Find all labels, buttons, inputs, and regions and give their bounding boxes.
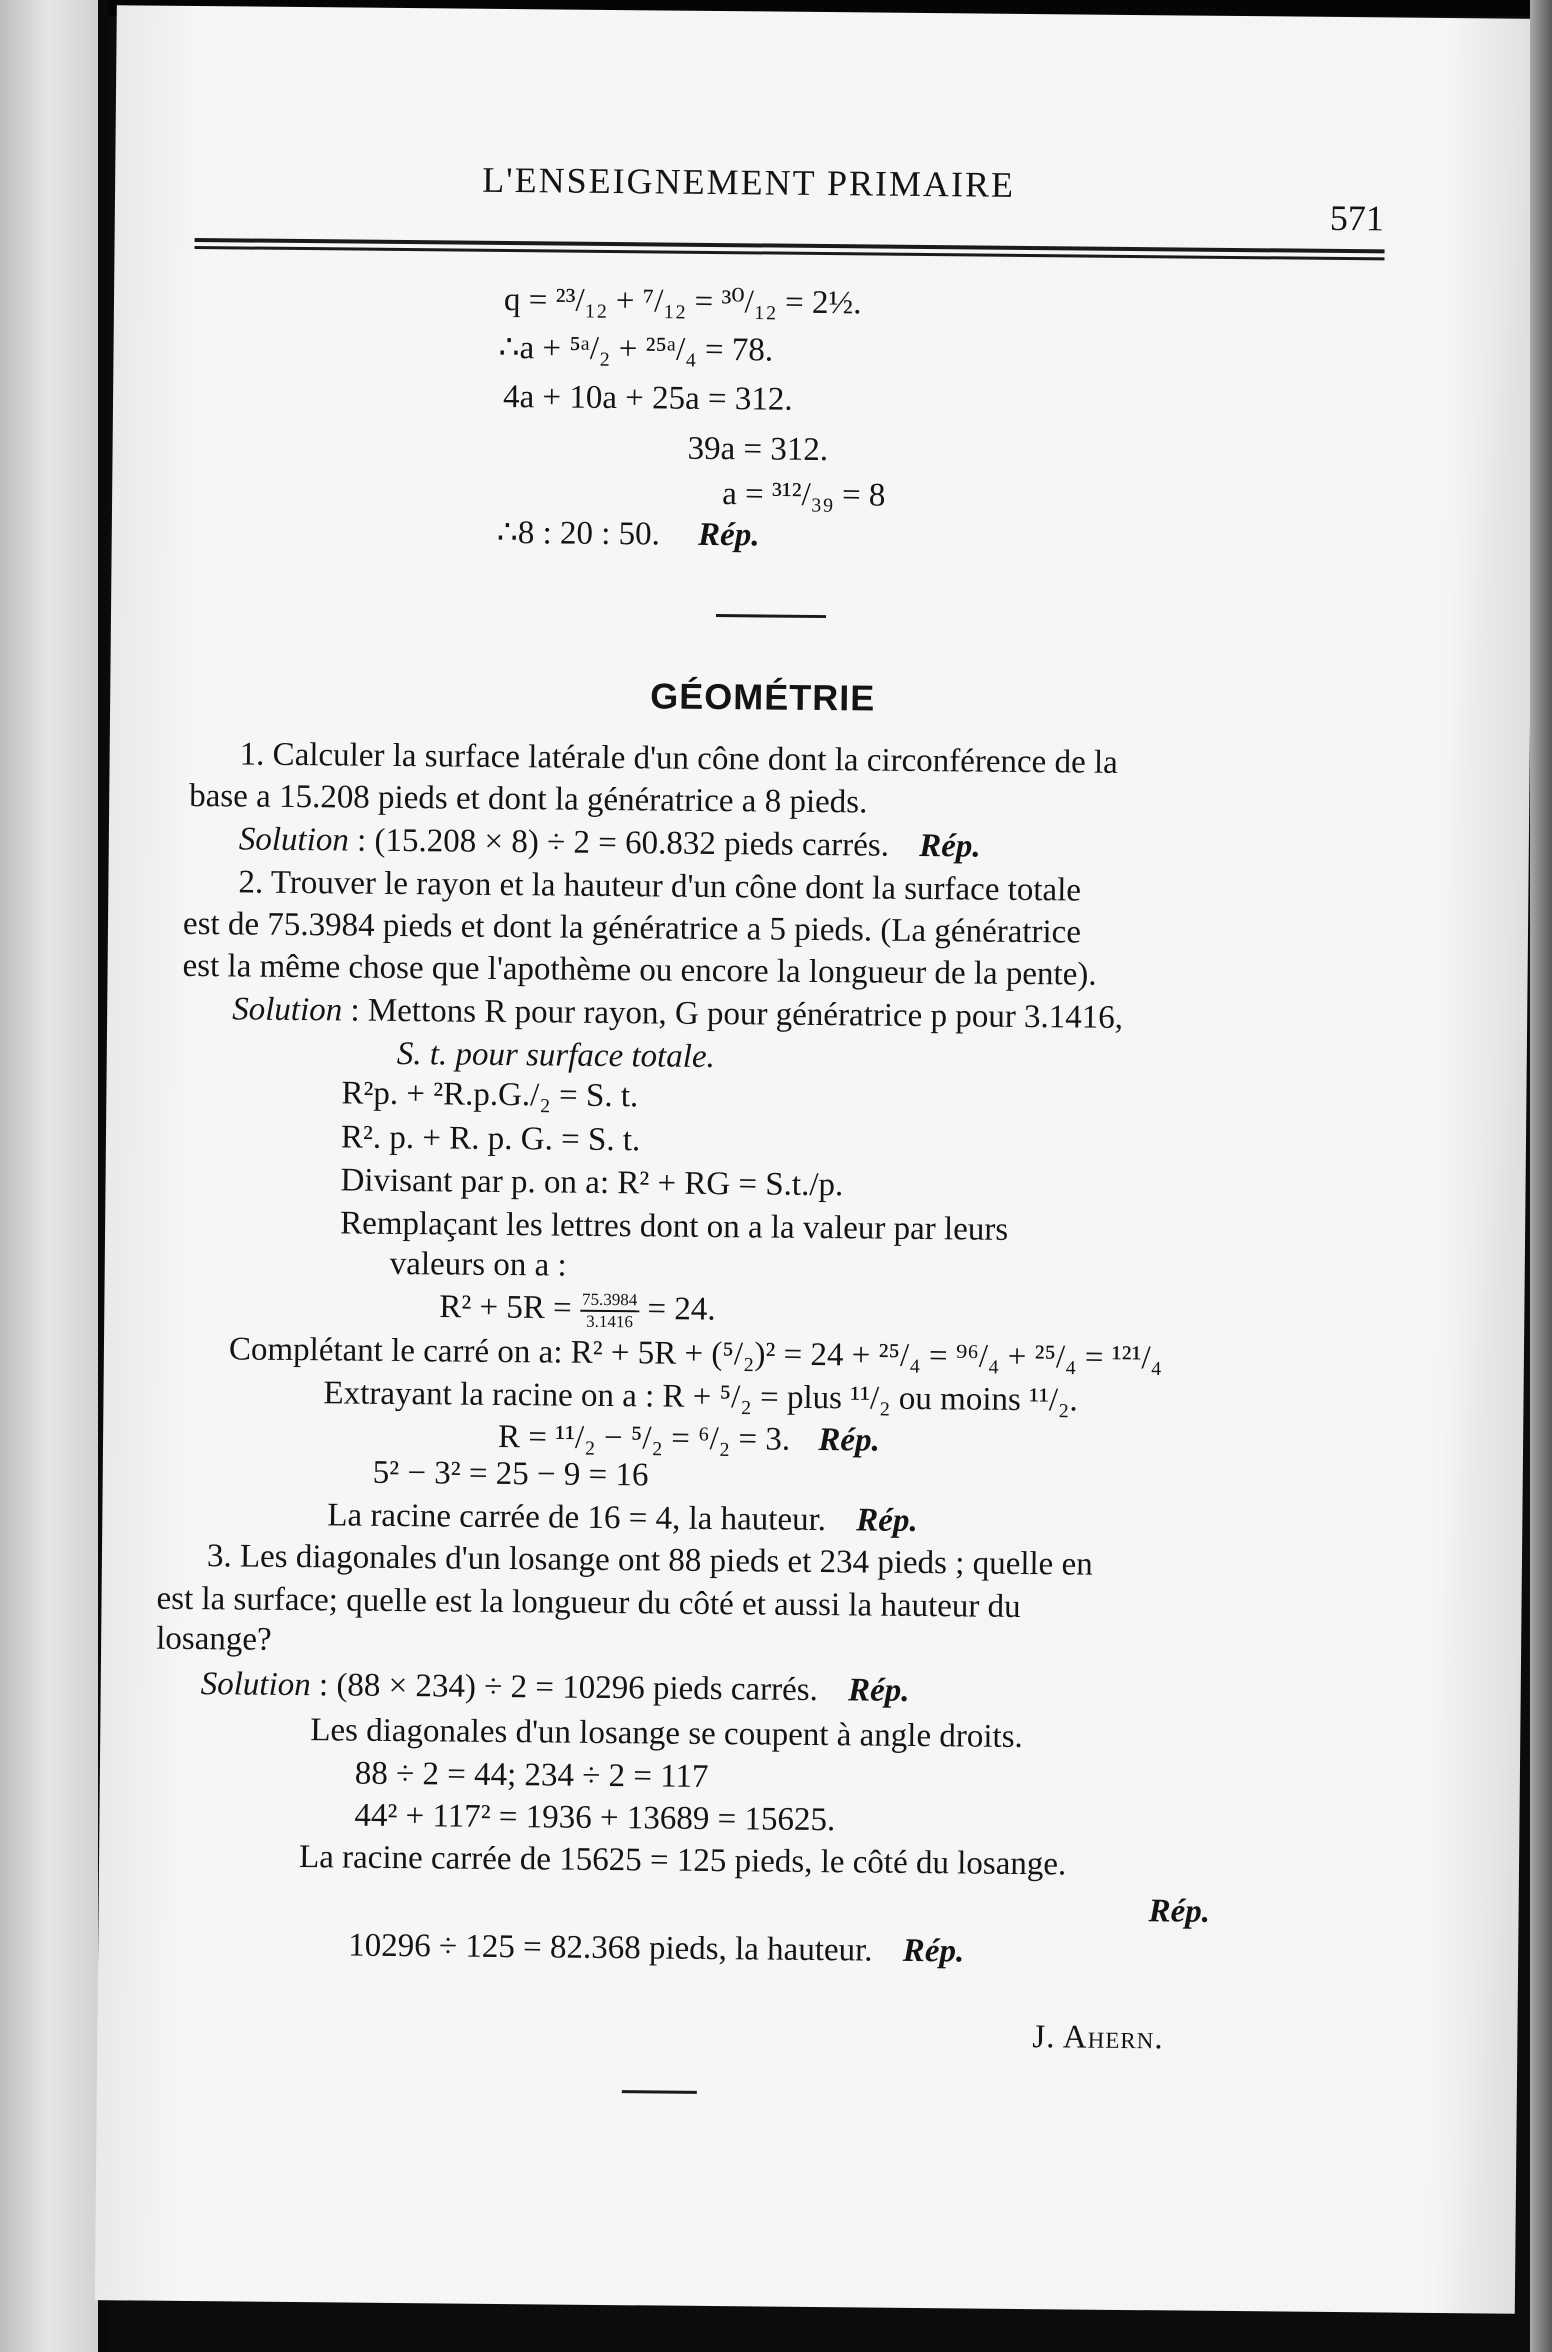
running-title: L'ENSEIGNEMENT PRIMAIRE: [481, 159, 1016, 205]
solution-text: : Mettons R pour rayon, G pour génératrice p pour 3.1416,: [350, 992, 1124, 1036]
problem-2-line-3: est la même chose que l'apothème ou encore la longueur de la pente).: [182, 947, 1097, 993]
equation-2: R². p. + R. p. G. = S. t.: [340, 1119, 641, 1159]
rep-label: Rép.: [818, 1422, 880, 1459]
remplacant-line-2: valeurs on a :: [389, 1245, 567, 1284]
algebra-line-3: 4a + 10a + 25a = 312.: [502, 378, 793, 418]
solution-text: : (88 × 234) ÷ 2 = 10296 pieds carrés.: [318, 1667, 819, 1709]
remplacant-line-1: Remplaçant les lettres dont on a la valeur par leurs: [339, 1205, 1009, 1248]
problem-1-solution: [239, 821, 981, 865]
radius-equation: R = ¹¹/₂ − ⁵/₂ = ⁶/₂ = 3.: [497, 1418, 791, 1458]
fraction-numerator: 75.3984: [580, 1290, 639, 1313]
author-signature: J. Ahern.: [1032, 2019, 1164, 2057]
problem-3-line-3: losange?: [155, 1620, 272, 1658]
problem-3-line-1: 3. Les diagonales d'un losange ont 88 pieds et 234 pieds ; quelle en: [206, 1538, 1093, 1583]
section-divider: [716, 614, 826, 618]
problem-2-line-1: 2. Trouver le rayon et la hauteur d'un cône dont la surface totale: [238, 864, 1082, 909]
solution-text: : (15.208 × 8) ÷ 2 = 60.832 pieds carrés.: [356, 822, 890, 864]
solution-label: Solution: [232, 991, 343, 1029]
algebra-line-2: ∴a + ⁵ᵃ/₂ + ²⁵ᵃ/₄ = 78.: [498, 329, 774, 369]
height-text: La racine carrée de 16 = 4, la hauteur.: [327, 1497, 827, 1539]
page-number: 571: [1329, 197, 1385, 239]
closing-divider: [622, 2090, 697, 2094]
problem-1-line-2: base a 15.208 pieds et dont la génératrice a 8 pieds.: [189, 777, 868, 821]
solution-label: Solution: [238, 821, 350, 859]
height-text: 10296 ÷ 125 = 82.368 pieds, la hauteur.: [348, 1927, 873, 1969]
fraction-denominator: 3.1416: [586, 1311, 633, 1332]
rep-label: Rép.: [856, 1502, 918, 1539]
diagonals-statement: Les diagonales d'un losange se coupent à angle droits.: [310, 1712, 1023, 1756]
algebra-ratio: ∴8 : 20 : 50.: [496, 514, 661, 553]
section-title: GÉOMÉTRIE: [650, 675, 876, 719]
completing-square: Complétant le carré on a: R² + 5R + (⁵/₂)² = 24 + ²⁵/₄ = ⁹⁶/₄ + ²⁵/₄ = ¹²¹/₄: [228, 1331, 1163, 1377]
equation-4-fraction: [580, 1290, 640, 1333]
problem-3-solution: [201, 1666, 910, 1710]
st-definition: S. t. pour surface totale.: [396, 1035, 716, 1076]
problem-2-line-2: est de 75.3984 pieds et dont la génératrice a 5 pieds. (La génératrice: [182, 905, 1082, 951]
height-result: [327, 1497, 918, 1540]
equation-4-right: = 24.: [647, 1290, 716, 1328]
adjacent-page-edge: [0, 0, 98, 2352]
page-edge-shadow: [1530, 0, 1552, 2352]
squares-difference: 5² − 3² = 25 − 9 = 16: [372, 1454, 649, 1494]
rep-label: Rép.: [919, 827, 981, 865]
algebra-line-5: a = ³¹²/₃₉ = 8: [722, 476, 886, 514]
equation-3: Divisant par p. on a: R² + RG = S.t./p.: [340, 1162, 844, 1204]
radius-result: [498, 1419, 880, 1460]
rep-label: Rép.: [902, 1932, 965, 1970]
equation-4: [439, 1288, 716, 1333]
solution-label: Solution: [200, 1666, 311, 1704]
sum-of-squares: 44² + 117² = 1936 + 13689 = 15625.: [354, 1797, 836, 1839]
problem-2-solution: [232, 991, 1123, 1037]
equation-4-left: R² + 5R =: [439, 1288, 572, 1327]
height-result: [348, 1928, 964, 1971]
algebra-line-6: [497, 512, 760, 555]
book-page: [95, 5, 1537, 2314]
side-result: La racine carrée de 15625 = 125 pieds, le côté du losange.: [298, 1839, 1067, 1883]
algebra-line-1: q = ²³/₁₂ + ⁷/₁₂ = ³⁰/₁₂ = 2½.: [503, 281, 862, 322]
rep-label: Rép.: [847, 1672, 910, 1709]
equation-1: R²p. + ²R.p.G./₂ = S. t.: [341, 1075, 639, 1115]
problem-1-line-1: 1. Calculer la surface latérale d'un cône dont la circonférence de la: [239, 736, 1118, 781]
algebra-rep: Rép.: [697, 516, 760, 554]
extracting-root: Extrayant la racine on a : R + ⁵/₂ = plus ¹¹/₂ ou moins ¹¹/₂.: [323, 1375, 1078, 1419]
problem-3-line-2: est la surface; quelle est la longueur du côté et aussi la hauteur du: [156, 1580, 1021, 1625]
half-diagonals: 88 ÷ 2 = 44; 234 ÷ 2 = 117: [354, 1755, 709, 1795]
algebra-line-4: 39a = 312.: [687, 430, 829, 469]
rep-label: Rép.: [1148, 1893, 1211, 1930]
